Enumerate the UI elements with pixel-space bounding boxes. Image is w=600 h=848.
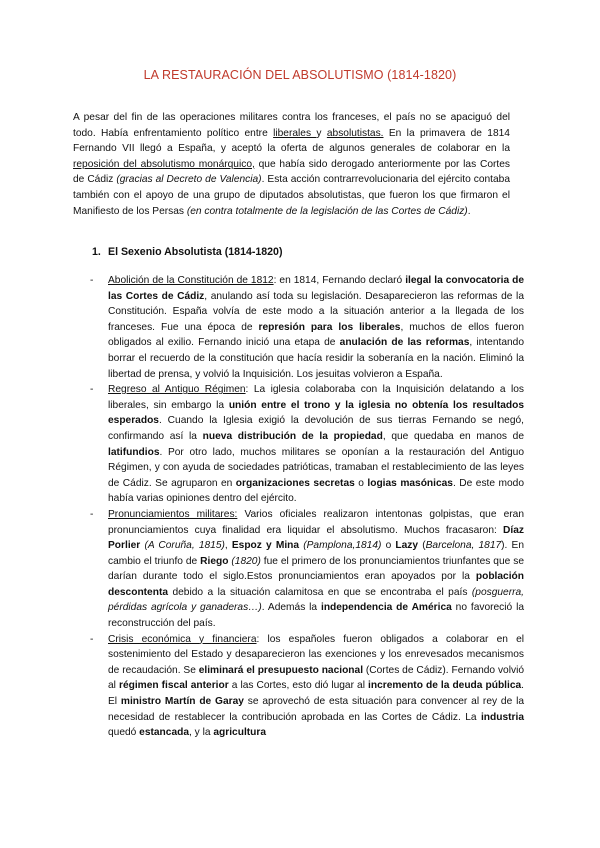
bold-term: industria <box>480 711 524 723</box>
text: , <box>224 540 232 552</box>
list-item <box>88 507 524 632</box>
text: , y la <box>189 727 214 739</box>
text: : los españoles fueron obligados a colaborar en el sostenimiento del Estado y desaparecieron las exenciones y los enrevesados mecanismos de recaudación. Se <box>108 633 525 676</box>
bold-term: estancada <box>139 727 190 739</box>
text: . Esta acción contrarrevolucionaria del ejército contaba también con el apoyo de una grupo de diputados absolutistas, que fueron los que firmaron el Manifiesto de los Persas <box>73 174 510 217</box>
dash-bullet: - <box>90 275 94 286</box>
bold-term: represión para los liberales <box>258 321 401 333</box>
list-item <box>88 382 524 507</box>
bold-term: Riego <box>200 555 229 567</box>
text: fue el primero de los pronunciamientos triunfantes que se darían durante todo el siglo.Estos pronunciamientos eran apoyados por la <box>108 555 524 583</box>
item-heading: Pronunciamientos militares: <box>108 508 238 520</box>
bold-term: ministro Martín de Garay <box>120 696 244 708</box>
bold-term: ilegal la convocatoria de las Cortes de Cádiz <box>108 275 524 302</box>
italic-note: (Pamplona,1814) <box>299 540 382 552</box>
dash-bullet: - <box>90 384 94 396</box>
text: . Por otro lado, muchos militares se oponían a la restauración del Antiguo Régimen, y con ayuda de sociedades patrióticas, tramaban el restablecimiento de las leyes de Cádiz. Se agruparon en <box>108 446 524 489</box>
text: . El <box>108 680 524 708</box>
text: ). En cambio el triunfo de <box>108 540 525 567</box>
bold-term: Lazy <box>395 540 419 552</box>
text: se aprovechó de esta situación para convencer al rey de la necesidad de restablecer la contribución aprobada en las Cortes de Cádiz. La <box>108 696 525 723</box>
italic-note: (1820) <box>228 555 261 567</box>
italic-note: (A Coruña, 1815) <box>140 540 225 552</box>
bold-term: Espoz y Mina <box>231 540 300 552</box>
italic-note: (gracias al Decreto de Valencia) <box>116 174 262 186</box>
text: : en 1814, Fernando declaró <box>273 275 406 286</box>
bold-term: independencia de América <box>320 602 452 614</box>
bold-term: latifundios <box>108 446 160 458</box>
text: a las Cortes, esto dió lugar al <box>228 680 369 692</box>
bold-term: agricultura <box>213 727 267 739</box>
text: o <box>381 540 396 552</box>
section-title: El Sexenio Absolutista (1814-1820) <box>108 246 283 258</box>
italic-note: (en contra totalmente de la legislación de las Cortes de Cádiz) <box>186 205 468 217</box>
text: no favoreció la reconstrucción del país. <box>108 602 525 630</box>
underlined-term: absolutistas. <box>326 127 384 139</box>
list-item <box>88 273 524 382</box>
text: : La iglesia colaboraba con la Inquisición delatando a los liberales, sin embargo la <box>108 384 524 411</box>
text: debido a la situación calamitosa en que se encontraba el país <box>168 586 472 598</box>
italic-note: (posguerra, pérdidas agrícola y ganaderas…) <box>108 586 524 614</box>
text: , anulando así toda su legislación. Desaparecieron las reformas de la Constitución. España volvía de este modo a la situación anterior a la llegada de los franceses. Fue una época de <box>108 290 524 333</box>
item-heading: Abolición de la Constitución de 1812 <box>108 275 274 286</box>
text: y <box>316 127 327 139</box>
text: . De este modo había varias opiniones dentro del ejército. <box>108 477 524 505</box>
text: . <box>467 205 471 217</box>
text: A pesar del fin de las operaciones militares contra los franceses, el país no se apaciguó del todo. Había enfrentamiento político entre <box>73 112 510 139</box>
text: , muchos de ellos fueron obligados al exilio. Fernando inició una etapa de <box>108 321 524 349</box>
bold-term: régimen fiscal anterior <box>118 680 229 692</box>
text: . Además la <box>261 602 321 614</box>
bold-term: eliminará el presupuesto nacional <box>198 664 364 676</box>
section-heading <box>92 246 282 258</box>
italic-note: Barcelona, 1817 <box>425 540 502 552</box>
section-number: 1. <box>92 246 101 258</box>
bold-term: organizaciones secretas <box>235 477 355 489</box>
bold-term: incremento de la deuda pública <box>368 680 522 692</box>
underlined-term: liberales <box>273 127 317 139</box>
intro-paragraph <box>73 110 510 219</box>
text: (Cortes de Cádiz). Fernando volvió al <box>108 664 525 692</box>
text: . Cuando la Iglesia exigió la devolución de sus tierras Fernando se negó, confirmando así la <box>108 415 524 442</box>
bullet-list <box>88 273 524 741</box>
dash-bullet: - <box>90 508 94 520</box>
text: que había sido derogado anteriormente por las Cortes de Cádiz <box>73 158 510 186</box>
bold-term: logias masónicas <box>367 477 453 489</box>
bold-term: nueva distribución de la propiedad <box>202 430 383 442</box>
list-item <box>88 632 524 741</box>
text: o <box>354 477 368 489</box>
item-heading: Regreso al Antiguo Régimen <box>108 384 246 396</box>
bold-term: población descontenta <box>108 571 524 598</box>
text: ( <box>418 540 426 552</box>
item-heading: Crisis económica y financiera <box>108 633 257 645</box>
text: , que quedaba en manos de <box>382 430 525 442</box>
text: Varios oficiales realizaron intentonas golpistas, que eran pronunciamientos cuya finalidad era liquidar el absolutismo. Muchos fracasaron: <box>108 508 524 536</box>
underlined-term: reposición del absolutismo monárquico, <box>73 158 255 170</box>
bold-term: unión entre el trono y la iglesia no obtenía los resultados esperados <box>108 399 524 427</box>
text: En la primavera de 1814 Fernando VII llegó a España, y aceptó la oferta de algunos generales de colaborar en la <box>73 127 510 155</box>
text: quedó <box>108 727 140 739</box>
page-title: LA RESTAURACIÓN DEL ABSOLUTISMO (1814-1820) <box>143 68 457 82</box>
bold-term: anulación de las reformas <box>339 337 470 349</box>
text: , intentando borrar el recuerdo de la constitución que hacía residir la soberanía en la nación. Eliminó la libertad de prensa, y volvió la Inquisición. Los jesuitas volvieron a España. <box>108 337 524 380</box>
dash-bullet: - <box>90 633 94 645</box>
bold-term: Díaz Porlier <box>108 524 524 552</box>
